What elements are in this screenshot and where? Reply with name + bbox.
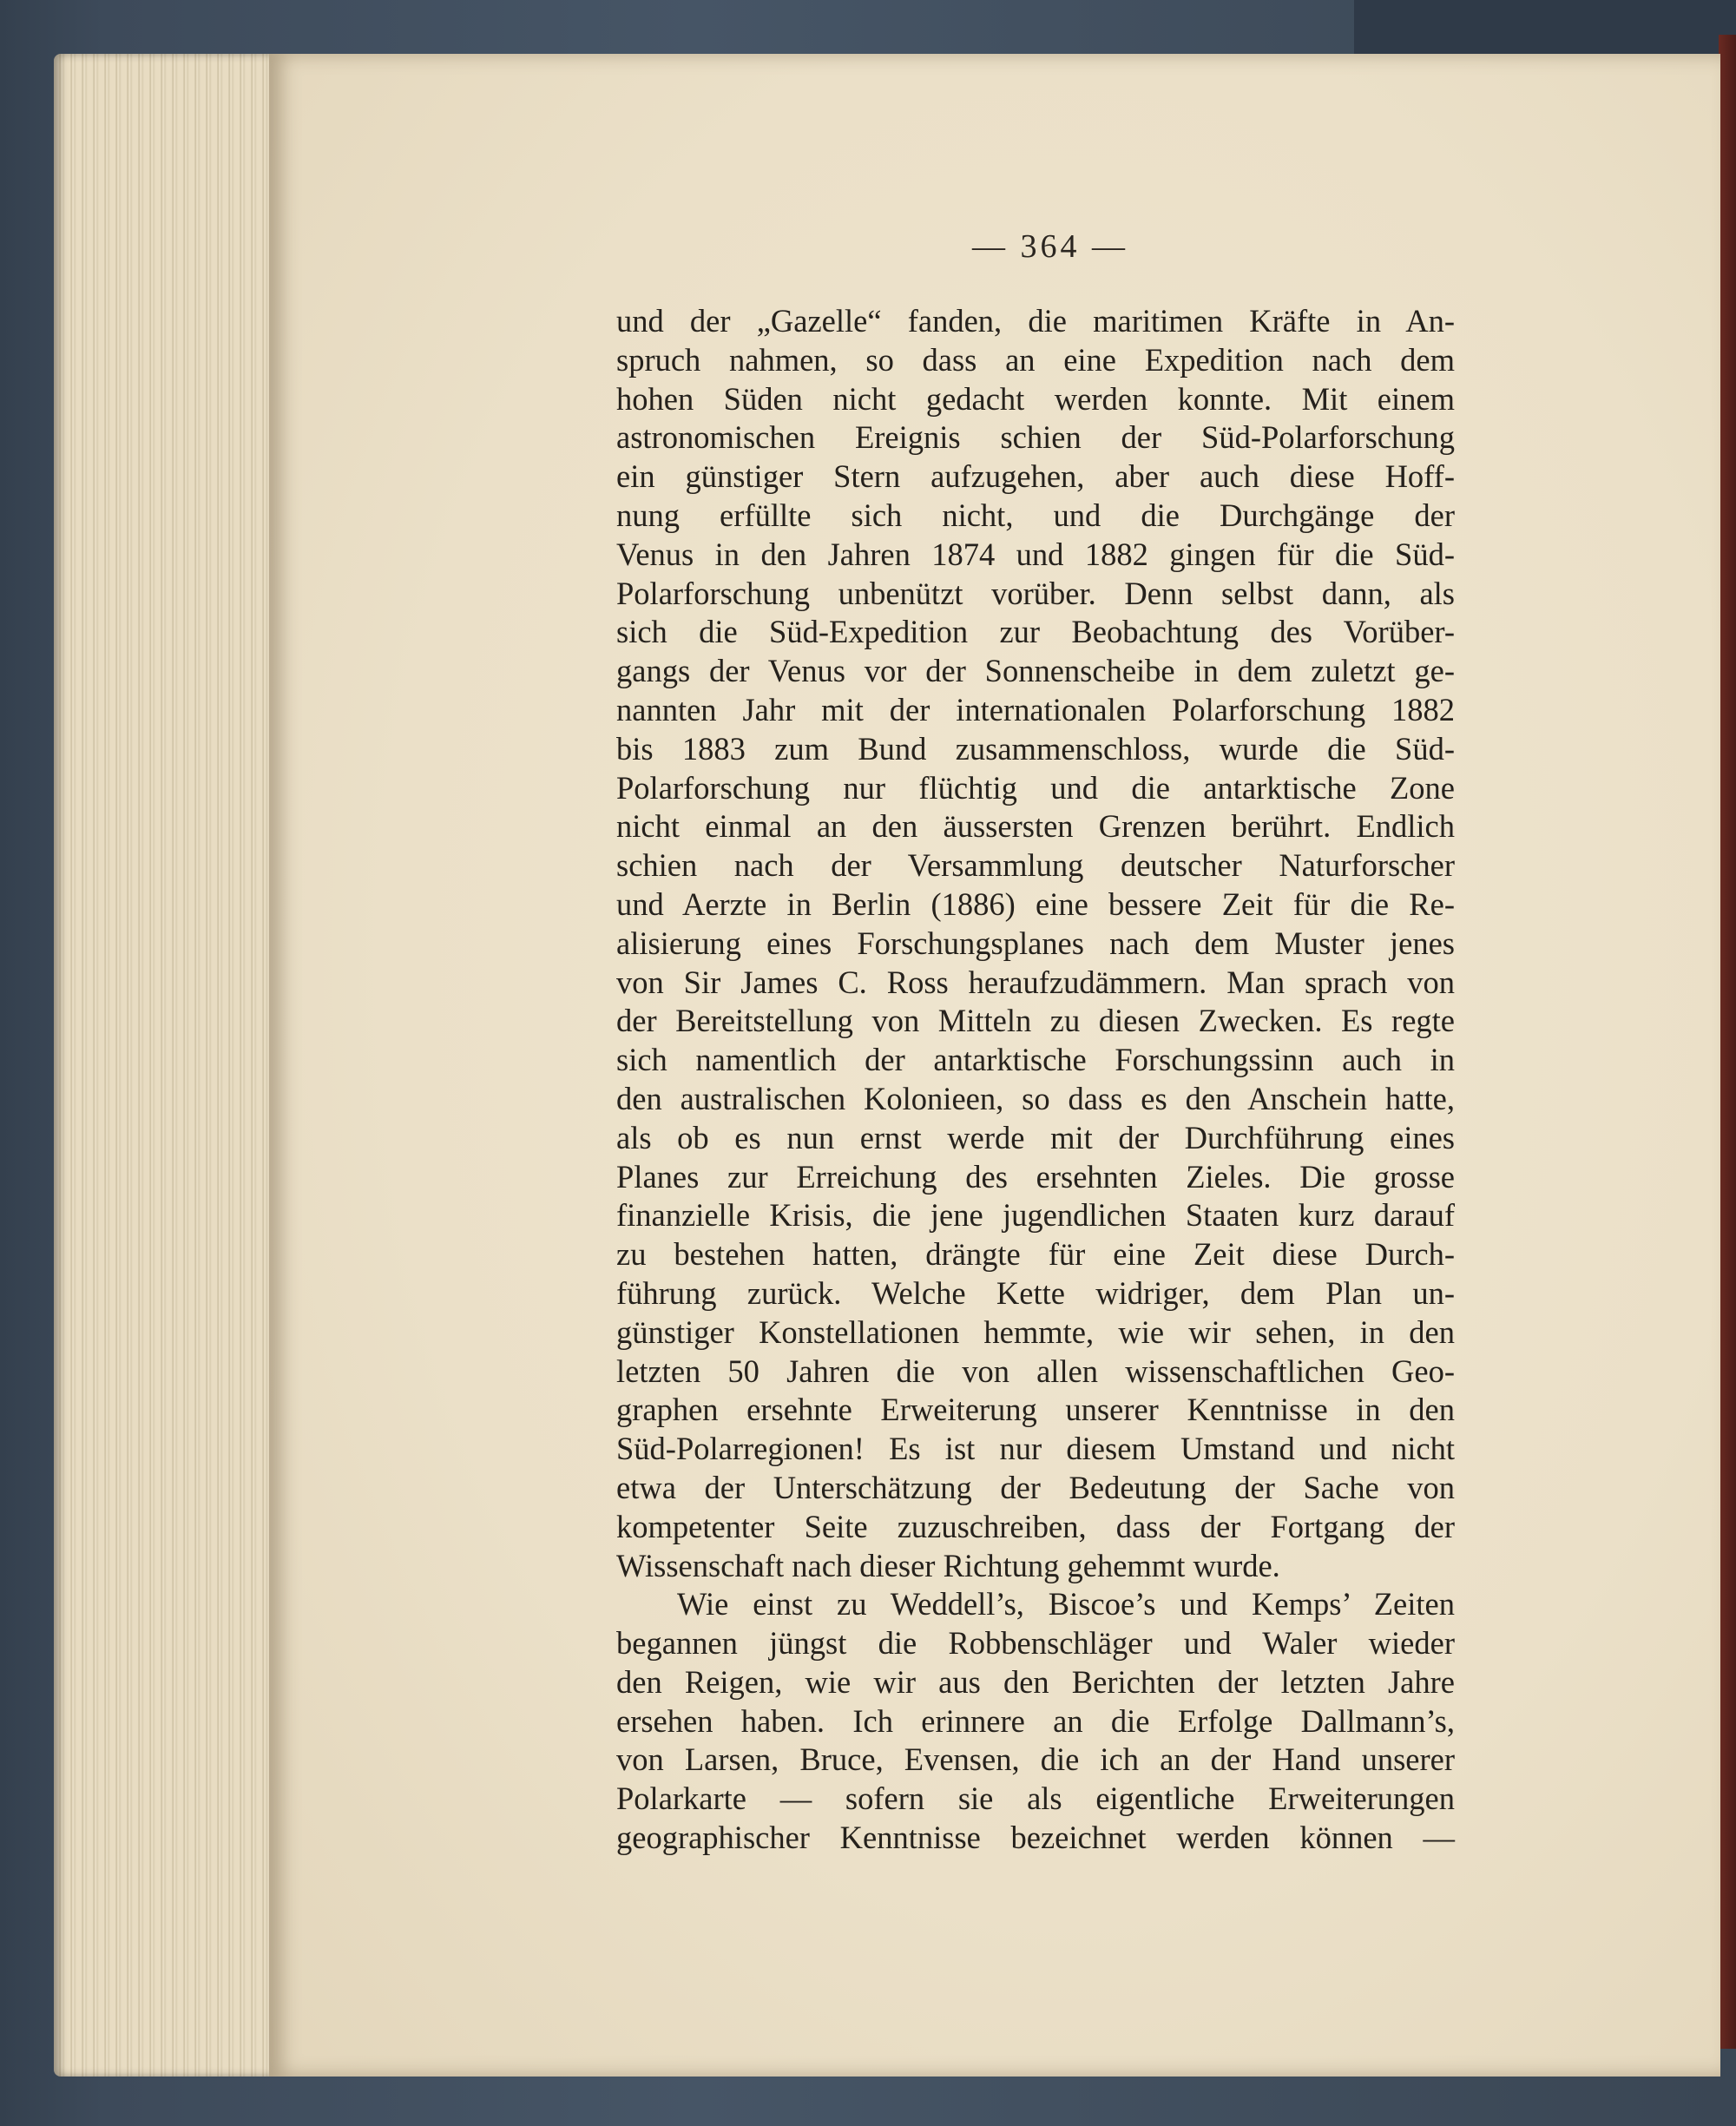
text-line: Süd-Polarregionen! Es ist nur diesem Umstand und nicht [616,1431,1455,1467]
text-line: und der „Gazelle“ fanden, die maritimen Kräfte in An- [616,303,1455,339]
text-line: schien nach der Versammlung deutscher Naturforscher [616,847,1455,884]
text-line: etwa der Unterschätzung der Bedeutung der Sache von [616,1469,1455,1505]
text-line: nannten Jahr mit der internationalen Polarforschung 1882 [616,691,1455,727]
text-line: letzten 50 Jahren die von allen wissenschaftlichen Geo- [616,1353,1455,1389]
body-text [616,302,1455,1858]
cover-red-edge [1719,35,1736,2049]
text-line: spruch nahmen, so dass an eine Expedition nach dem [616,341,1455,378]
text-line: Wissenschaft nach dieser Richtung gehemmt wurde. [616,1547,1280,1583]
text-line: Polarkarte — sofern sie als eigentliche Erweiterungen [616,1780,1455,1817]
text-line: den australischen Kolonieen, so dass es den Anschein hatte, [616,1080,1455,1116]
text-line: hohen Süden nicht gedacht werden konnte. Mit einem [616,380,1455,417]
text-line: ein günstiger Stern aufzugehen, aber auch diese Hoff- [616,458,1455,495]
text-line: günstiger Konstellationen hemmte, wie wir sehen, in den [616,1313,1455,1350]
text-line: geographischer Kenntnisse bezeichnet werden können — [616,1820,1455,1856]
text-line: Polarforschung unbenützt vorüber. Denn selbst dann, als [616,575,1455,611]
text-line: zu bestehen hatten, drängte für eine Zeit diese Durch- [616,1236,1455,1273]
text-line: führung zurück. Welche Kette widriger, dem Plan un- [616,1274,1455,1311]
page-number: — 364 — [972,228,1128,265]
text-line: und Aerzte in Berlin (1886) eine bessere Zeit für die Re- [616,885,1455,922]
text-line: sich namentlich der antarktische Forschungssinn auch in [616,1042,1455,1078]
text-line: nung erfüllte sich nicht, und die Durchgänge der [616,497,1455,533]
text-line: als ob es nun ernst werde mit der Durchführung eines [616,1119,1455,1155]
text-line: der Bereitstellung von Mitteln zu diesen Zwecken. Es regte [616,1003,1455,1039]
text-line: astronomischen Ereignis schien der Süd-Polarforschung [616,419,1455,456]
cover-top-edge [1354,0,1736,61]
text-line: Wie einst zu Weddell’s, Biscoe’s und Kemps’ Zeiten [677,1586,1455,1622]
text-line: ersehen haben. Ich erinnere an die Erfolge Dallmann’s, [616,1702,1455,1739]
text-line: Venus in den Jahren 1874 und 1882 gingen für die Süd- [616,536,1455,572]
text-line: kompetenter Seite zuzuschreiben, dass der Fortgang der [616,1508,1455,1544]
text-line: nicht einmal an den äussersten Grenzen berührt. Endlich [616,808,1455,845]
text-line: graphen ersehnte Erweiterung unserer Kenntnisse in den [616,1392,1455,1428]
text-line: von Sir James C. Ross heraufzudämmern. Man sprach von [616,964,1455,1000]
text-line: Planes zur Erreichung des ersehnten Zieles. Die grosse [616,1158,1455,1195]
text-line: alisierung eines Forschungsplanes nach dem Muster jenes [616,925,1455,961]
text-line: den Reigen, wie wir aus den Berichten der letzten Jahre [616,1663,1455,1700]
text-line: bis 1883 zum Bund zusammenschloss, wurde die Süd- [616,730,1455,767]
text-line: begannen jüngst die Robbenschläger und Waler wieder [616,1625,1455,1662]
page-stack-edge [54,54,271,2077]
text-line: sich die Süd-Expedition zur Beobachtung des Vorüber- [616,614,1455,650]
text-line: von Larsen, Bruce, Evensen, die ich an der Hand unserer [616,1741,1455,1778]
text-line: gangs der Venus vor der Sonnenscheibe in dem zuletzt ge- [616,653,1455,689]
text-line: finanzielle Krisis, die jene jugendlichen Staaten kurz darauf [616,1197,1455,1234]
text-line: Polarforschung nur flüchtig und die antarktische Zone [616,769,1455,806]
